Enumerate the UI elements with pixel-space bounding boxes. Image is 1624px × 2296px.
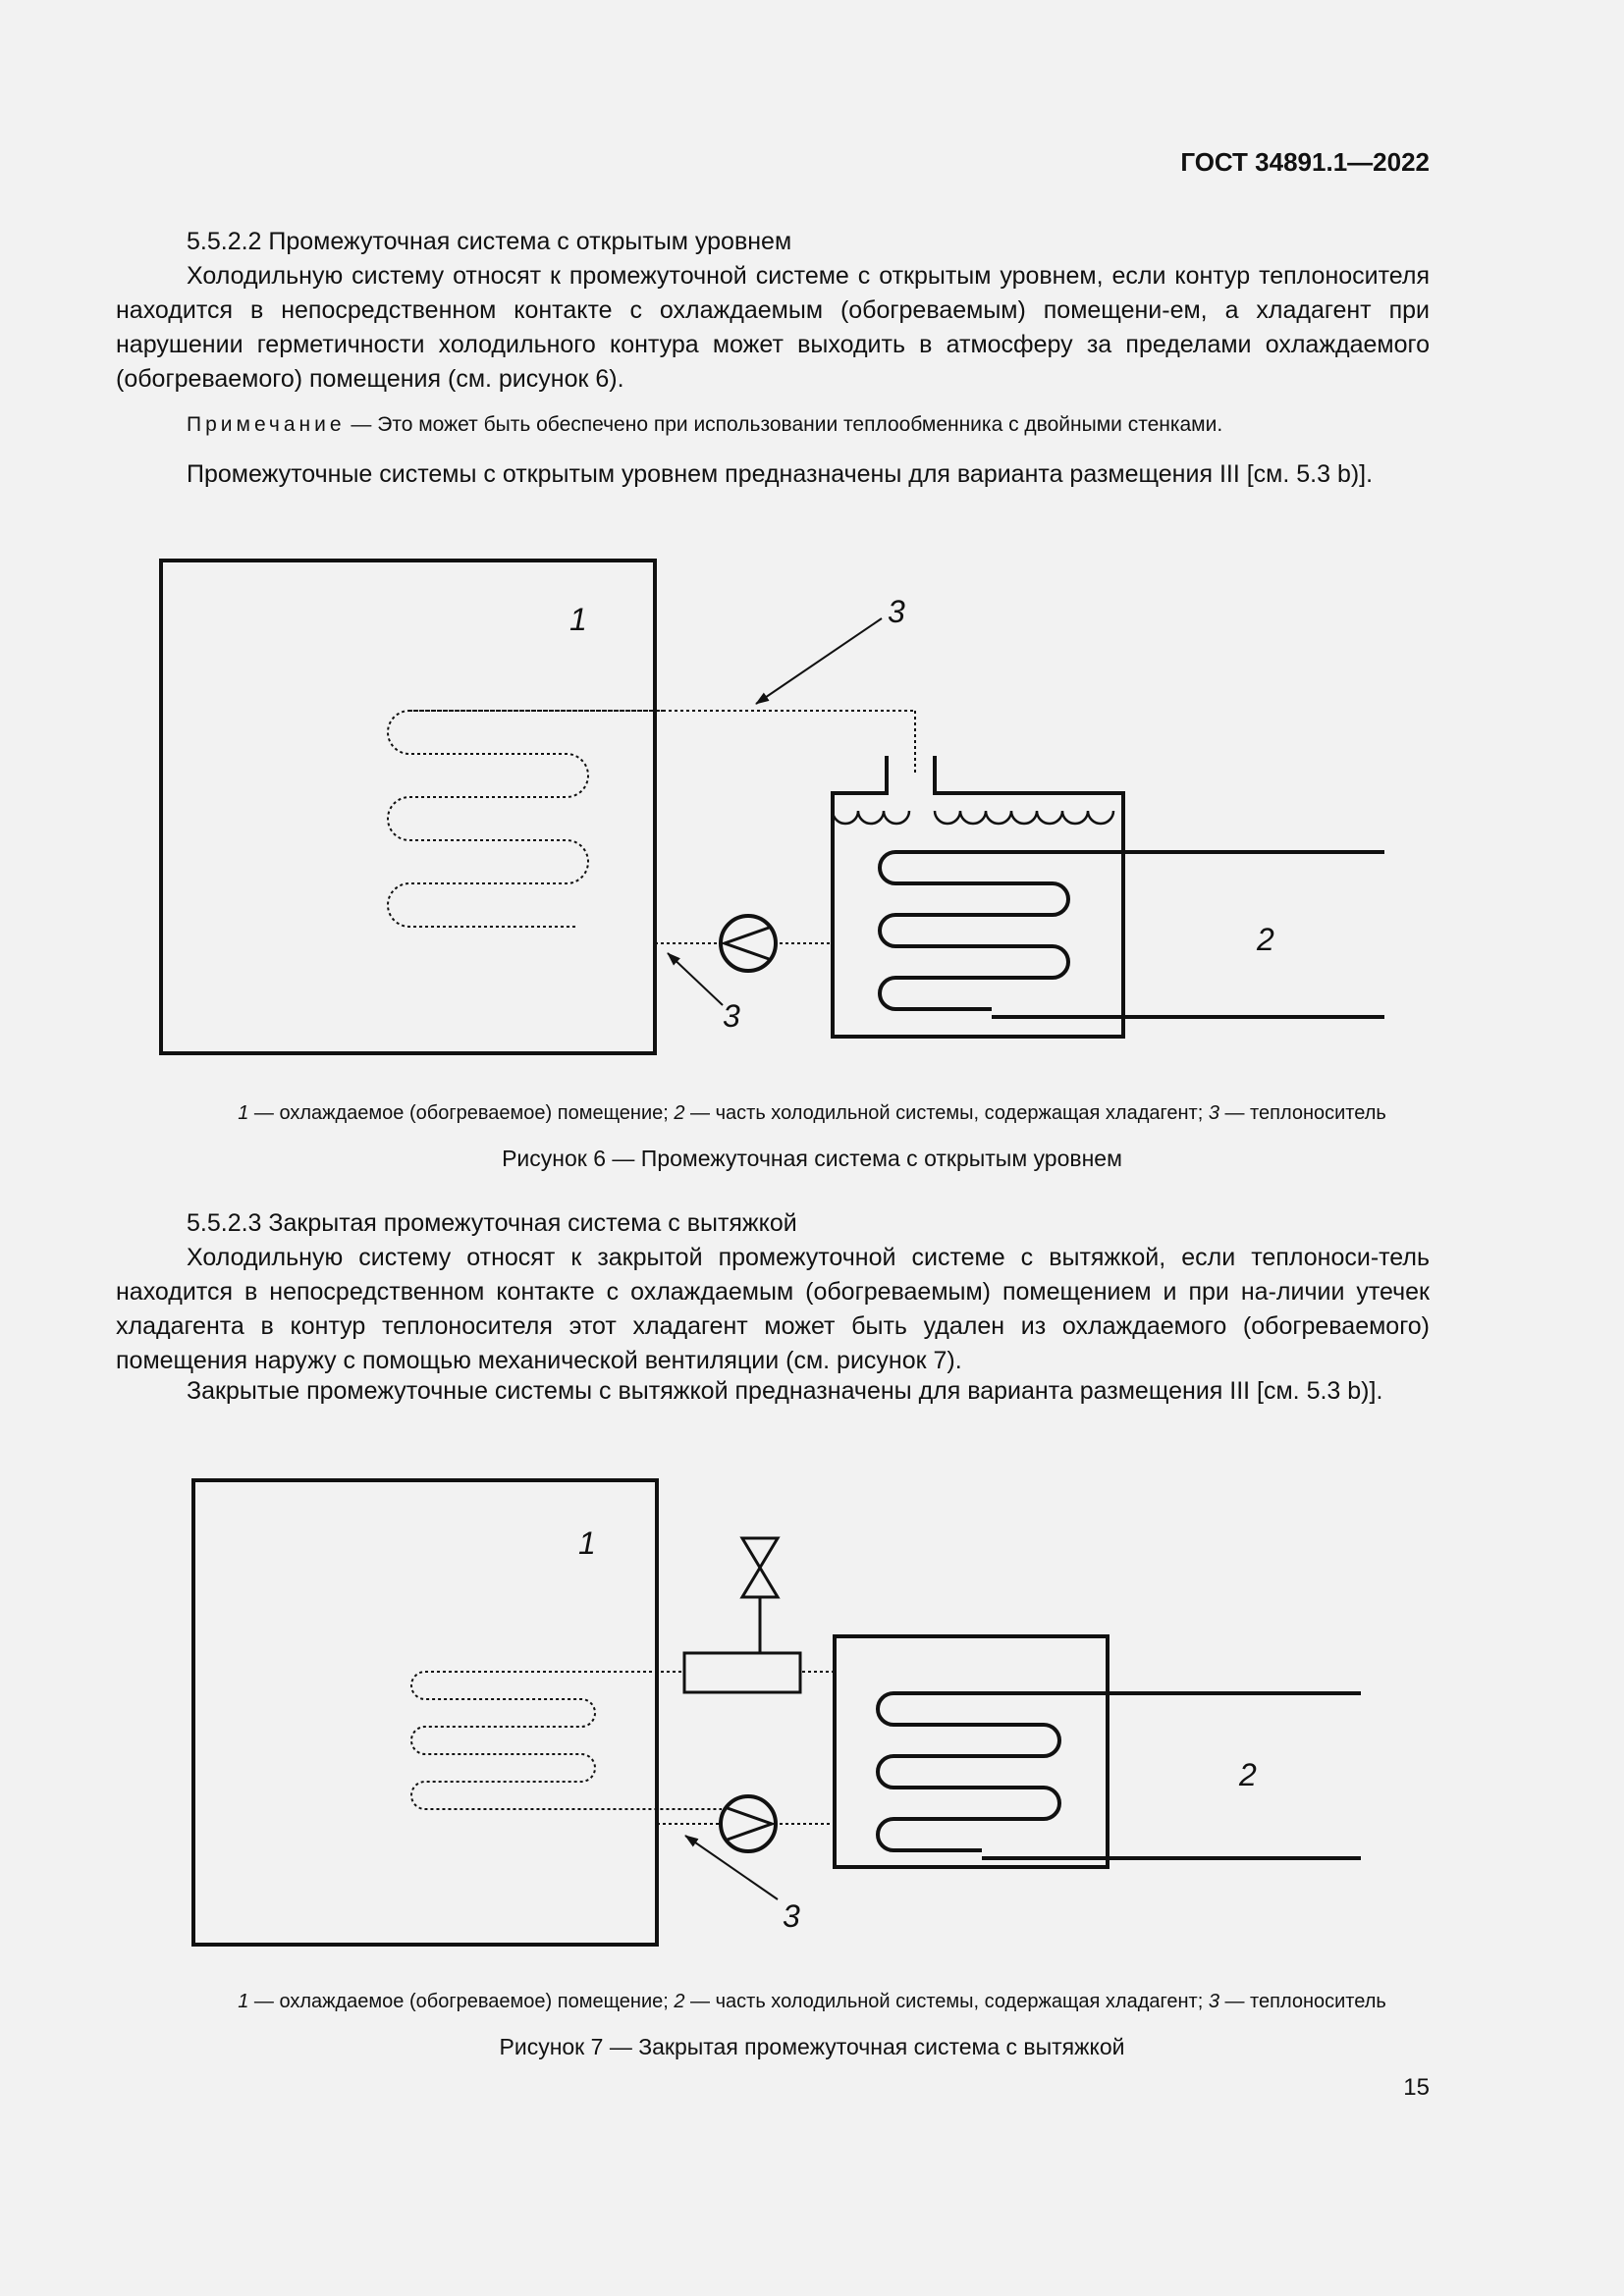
- legend-key: 3: [1208, 1991, 1219, 2012]
- liquid-surface: [833, 811, 1113, 824]
- section-heading-5-5-2-3: 5.5.2.3 Закрытая промежуточная система с вытяжкой: [187, 1209, 797, 1237]
- refrigerant-unit-box: [835, 1636, 1108, 1867]
- refrigerant-coil-7: [878, 1693, 1361, 1858]
- figure-6-diagram: [0, 550, 1624, 1060]
- legend-key: 1: [238, 1991, 249, 2012]
- legend-key: 1: [238, 1102, 249, 1124]
- paragraph-text: Холодильную систему относят к промежуточной системе с открытым уровнем, если контур теплоносителя находится в непосредственном контакте с охлаждаемым (обогреваемым) помещени-ем, а хладагент при нарушении герметичности холодильного контура может выходить в атмосферу за пределами охлаждаемого (обогреваемого) помещения (см. рисунок 6).: [116, 262, 1430, 393]
- legend-text: — теплоноситель: [1218, 1102, 1386, 1124]
- pump-triangle: [725, 927, 772, 960]
- pump-triangle: [725, 1807, 772, 1841]
- figure-7-diagram: [0, 1463, 1624, 1973]
- legend-text: — охлаждаемое (обогреваемое) помещение;: [248, 1991, 675, 2012]
- fig7-label-3: 3: [783, 1898, 800, 1934]
- leader-line-3b: [668, 953, 723, 1005]
- figure-7-legend: [0, 1991, 1624, 2013]
- page-number: 15: [1403, 2074, 1430, 2101]
- paragraph-text: Холодильную систему относят к закрытой промежуточной системе с вытяжкой, если теплоноси-тель находится в непосредственном контакте с охлаждаемым (обогреваемым) помещением и при на-личии утечек хладагента в контур теплоносителя этот хладагент может быть удален из охлаждаемого (обогреваемого) помещения наружу с помощью механической вентиляции (см. рисунок 7).: [116, 1244, 1430, 1374]
- fig7-label-2: 2: [1239, 1757, 1257, 1792]
- leader-line-3a: [756, 618, 882, 704]
- legend-key: 2: [674, 1102, 685, 1124]
- refrigerant-coil-6: [880, 852, 1384, 1017]
- paragraph-text: Промежуточные системы с открытым уровнем предназначены для варианта размещения III [см. 5.3 b)].: [187, 460, 1374, 488]
- paragraph-closed-system-placement: [116, 1374, 1430, 1409]
- heat-carrier-coil: [411, 1672, 835, 1824]
- open-tank: [833, 756, 1123, 1037]
- fig6-label-1: 1: [569, 602, 587, 637]
- fig6-label-3b: 3: [723, 998, 740, 1034]
- legend-text: — часть холодильной системы, содержащая хладагент;: [684, 1991, 1209, 2012]
- valve-icon: [742, 1538, 778, 1597]
- paragraph-text: Закрытые промежуточные системы с вытяжкой предназначены для варианта размещения III [см. 5.3 b)].: [187, 1377, 1383, 1405]
- legend-text: — часть холодильной системы, содержащая хладагент;: [684, 1102, 1209, 1124]
- section-heading-5-5-2-2: 5.5.2.2 Промежуточная система с открытым уровнем: [187, 228, 792, 255]
- legend-key: 2: [674, 1991, 685, 2012]
- fig6-label-2: 2: [1257, 922, 1274, 957]
- fig6-label-3a: 3: [888, 594, 905, 629]
- legend-text: — теплоноситель: [1218, 1991, 1386, 2012]
- legend-key: 3: [1208, 1102, 1219, 1124]
- extraction-unit: [684, 1653, 800, 1692]
- paragraph-open-level-placement: [116, 457, 1430, 492]
- note: [187, 410, 1430, 440]
- note-label: Примечание: [187, 413, 346, 436]
- paragraph-open-level-definition: [116, 259, 1430, 397]
- note-text: — Это может быть обеспечено при использовании теплообменника с двойными стенками.: [345, 413, 1223, 436]
- figure-6-legend: [0, 1102, 1624, 1125]
- paragraph-closed-system-definition: [116, 1241, 1430, 1378]
- fig7-label-1: 1: [578, 1525, 596, 1561]
- document-header: ГОСТ 34891.1—2022: [1180, 147, 1430, 177]
- legend-text: — охлаждаемое (обогреваемое) помещение;: [248, 1102, 675, 1124]
- figure-7-caption: Рисунок 7 — Закрытая промежуточная система с вытяжкой: [499, 2034, 1125, 2059]
- figure-6-caption: Рисунок 6 — Промежуточная система с открытым уровнем: [502, 1146, 1122, 1171]
